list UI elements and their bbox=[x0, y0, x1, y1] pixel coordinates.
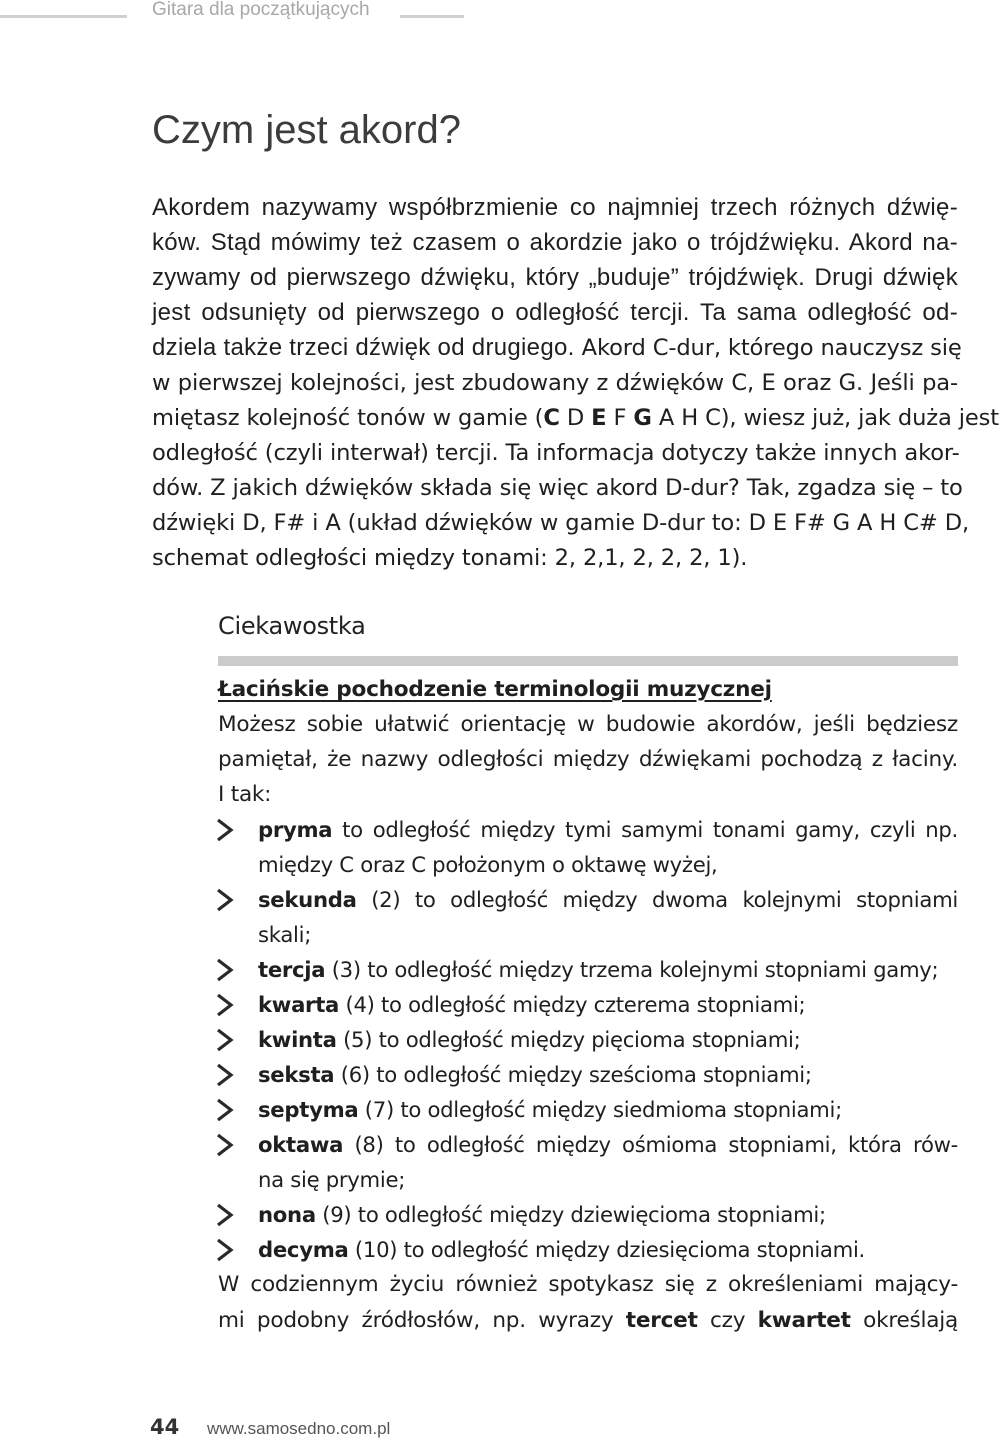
interval-term: decyma bbox=[258, 1237, 349, 1262]
paragraph-line bbox=[152, 368, 958, 398]
paragraph-line: odległość (czyli interwał) tercji. Ta informacja dotyczy także innych akor- bbox=[152, 440, 960, 466]
box-line: I tak: bbox=[218, 782, 272, 807]
box-segment: czy bbox=[697, 1308, 758, 1333]
interval-description: to odległość między tymi samymi tonami gamy, czyli np. bbox=[332, 817, 958, 842]
scale-note: H bbox=[681, 405, 699, 431]
chevron-right-icon bbox=[214, 1095, 240, 1125]
interval-item bbox=[258, 955, 958, 985]
paragraph-line: ków. Stąd mówimy też czasem o akordzie jako o trójdźwięku. Akord na- bbox=[152, 229, 958, 256]
interval-term: seksta bbox=[258, 1062, 335, 1087]
paragraph-line: schemat odległości między tonami: 2, 2,1, 2, 2, 2, 1). bbox=[152, 545, 748, 571]
paragraph-segment: w pierwszej kolejności, jest zbudowany z dźwięków C, E oraz G. bbox=[152, 370, 864, 396]
site-url: www.samosedno.com.pl bbox=[207, 1419, 391, 1438]
scale-note: F bbox=[613, 405, 627, 431]
interval-item-continuation: skali; bbox=[258, 922, 312, 947]
interval-term: pryma bbox=[258, 817, 333, 842]
box-title-bar bbox=[218, 656, 958, 666]
paragraph-segment: ), wiesz już, jak duża jest bbox=[720, 405, 999, 431]
box-title: Ciekawostka bbox=[218, 612, 366, 640]
interval-term: tercja bbox=[258, 957, 326, 982]
box-heading-text: Łacińskie pochodzenie terminologii muzycznej bbox=[218, 677, 772, 702]
scale-note: C bbox=[705, 405, 721, 431]
interval-item bbox=[258, 885, 958, 915]
chevron-right-icon bbox=[214, 885, 240, 915]
running-header: Gitara dla początkujących bbox=[152, 0, 370, 20]
interval-item bbox=[258, 1025, 958, 1055]
page-title: Czym jest akord? bbox=[152, 108, 461, 152]
box-bold-word: kwartet bbox=[757, 1308, 851, 1333]
chevron-right-icon bbox=[214, 990, 240, 1020]
interval-item bbox=[258, 1235, 958, 1265]
paragraph-line: dów. Z jakich dźwięków składa się więc akord D-dur? Tak, zgadza się – to bbox=[152, 475, 963, 501]
box-bold-word: tercet bbox=[625, 1308, 698, 1333]
box-segment: mi podobny źródłosłów, np. wyrazy bbox=[218, 1308, 626, 1333]
interval-term: sekunda bbox=[258, 887, 357, 912]
interval-term: oktawa bbox=[258, 1132, 344, 1157]
interval-item-continuation: między C oraz C położonym o oktawę wyżej, bbox=[258, 852, 718, 877]
interval-item bbox=[258, 815, 958, 845]
paragraph-line: Akordem nazywamy współbrzmienie co najmniej trzech różnych dźwię- bbox=[152, 194, 958, 221]
paragraph-line: dźwięki D, F# i A (układ dźwięków w gamie D-dur to: D E F# G A H C# D, bbox=[152, 510, 969, 536]
interval-item bbox=[258, 1130, 958, 1160]
box-line: pamiętał, że nazwy odległości między dźwiękami pochodzą z łaciny. bbox=[218, 747, 958, 772]
box-heading bbox=[218, 675, 958, 705]
chevron-right-icon bbox=[214, 1235, 240, 1265]
paragraph-segment: miętasz kolejność tonów w gamie ( bbox=[152, 405, 544, 431]
paragraph-segment: dziela także trzeci dźwięk od drugiego. bbox=[152, 334, 575, 361]
interval-term: nona bbox=[258, 1202, 316, 1227]
interval-term: septyma bbox=[258, 1097, 359, 1122]
scale-note: D bbox=[566, 405, 585, 431]
interval-description: (4) to odległość między czterema stopniami; bbox=[339, 992, 806, 1017]
interval-description: (3) to odległość między trzema kolejnymi stopniami gamy; bbox=[325, 957, 939, 982]
interval-item bbox=[258, 1200, 958, 1230]
box-line: W codziennym życiu również spotykasz się z określeniami mający- bbox=[218, 1272, 958, 1297]
box-line: Możesz sobie ułatwić orientację w budowie akordów, jeśli będziesz bbox=[218, 712, 958, 737]
interval-description: (10) to odległość między dziesięcioma stopniami. bbox=[348, 1237, 865, 1262]
interval-description: (2) to odległość między dwoma kolejnymi stopniami bbox=[356, 887, 958, 912]
scale-note: E bbox=[591, 405, 607, 431]
interval-description: (8) to odległość między ośmioma stopniami, która rów- bbox=[343, 1132, 958, 1157]
interval-item bbox=[258, 1060, 958, 1090]
interval-item bbox=[258, 1095, 958, 1125]
box-line bbox=[218, 1306, 958, 1336]
chevron-right-icon bbox=[214, 1025, 240, 1055]
header-rule-right bbox=[400, 15, 464, 18]
chevron-right-icon bbox=[214, 1060, 240, 1090]
page-number: 44 bbox=[150, 1415, 180, 1439]
paragraph-line bbox=[152, 403, 999, 433]
box-segment: określają bbox=[850, 1308, 959, 1333]
scale-note: G bbox=[633, 405, 652, 431]
interval-description: (9) to odległość między dziewięcioma stopniami; bbox=[315, 1202, 826, 1227]
paragraph-line: jest odsunięty od pierwszego o odległość tercji. Ta sama odległość od- bbox=[152, 299, 958, 326]
interval-item-continuation: na się prymie; bbox=[258, 1167, 406, 1192]
chevron-right-icon bbox=[214, 815, 240, 845]
paragraph-line: zywamy od pierwszego dźwięku, który „buduje” trójdźwięk. Drugi dźwięk bbox=[152, 264, 958, 291]
chevron-right-icon bbox=[214, 955, 240, 985]
paragraph-segment: Jeśli pa- bbox=[870, 370, 959, 396]
scale-note: C bbox=[543, 405, 560, 431]
interval-term: kwinta bbox=[258, 1027, 337, 1052]
chevron-right-icon bbox=[214, 1200, 240, 1230]
paragraph-line bbox=[152, 333, 962, 363]
interval-item bbox=[258, 990, 958, 1020]
header-rule-left bbox=[0, 15, 127, 18]
interval-term: kwarta bbox=[258, 992, 340, 1017]
paragraph-segment: Akord C-dur, którego nauczysz się bbox=[581, 335, 962, 361]
interval-description: (5) to odległość między pięcioma stopniami; bbox=[336, 1027, 801, 1052]
chevron-right-icon bbox=[214, 1130, 240, 1160]
interval-description: (7) to odległość między siedmioma stopniami; bbox=[358, 1097, 842, 1122]
scale-note: A bbox=[658, 405, 675, 431]
interval-description: (6) to odległość między sześcioma stopniami; bbox=[334, 1062, 812, 1087]
